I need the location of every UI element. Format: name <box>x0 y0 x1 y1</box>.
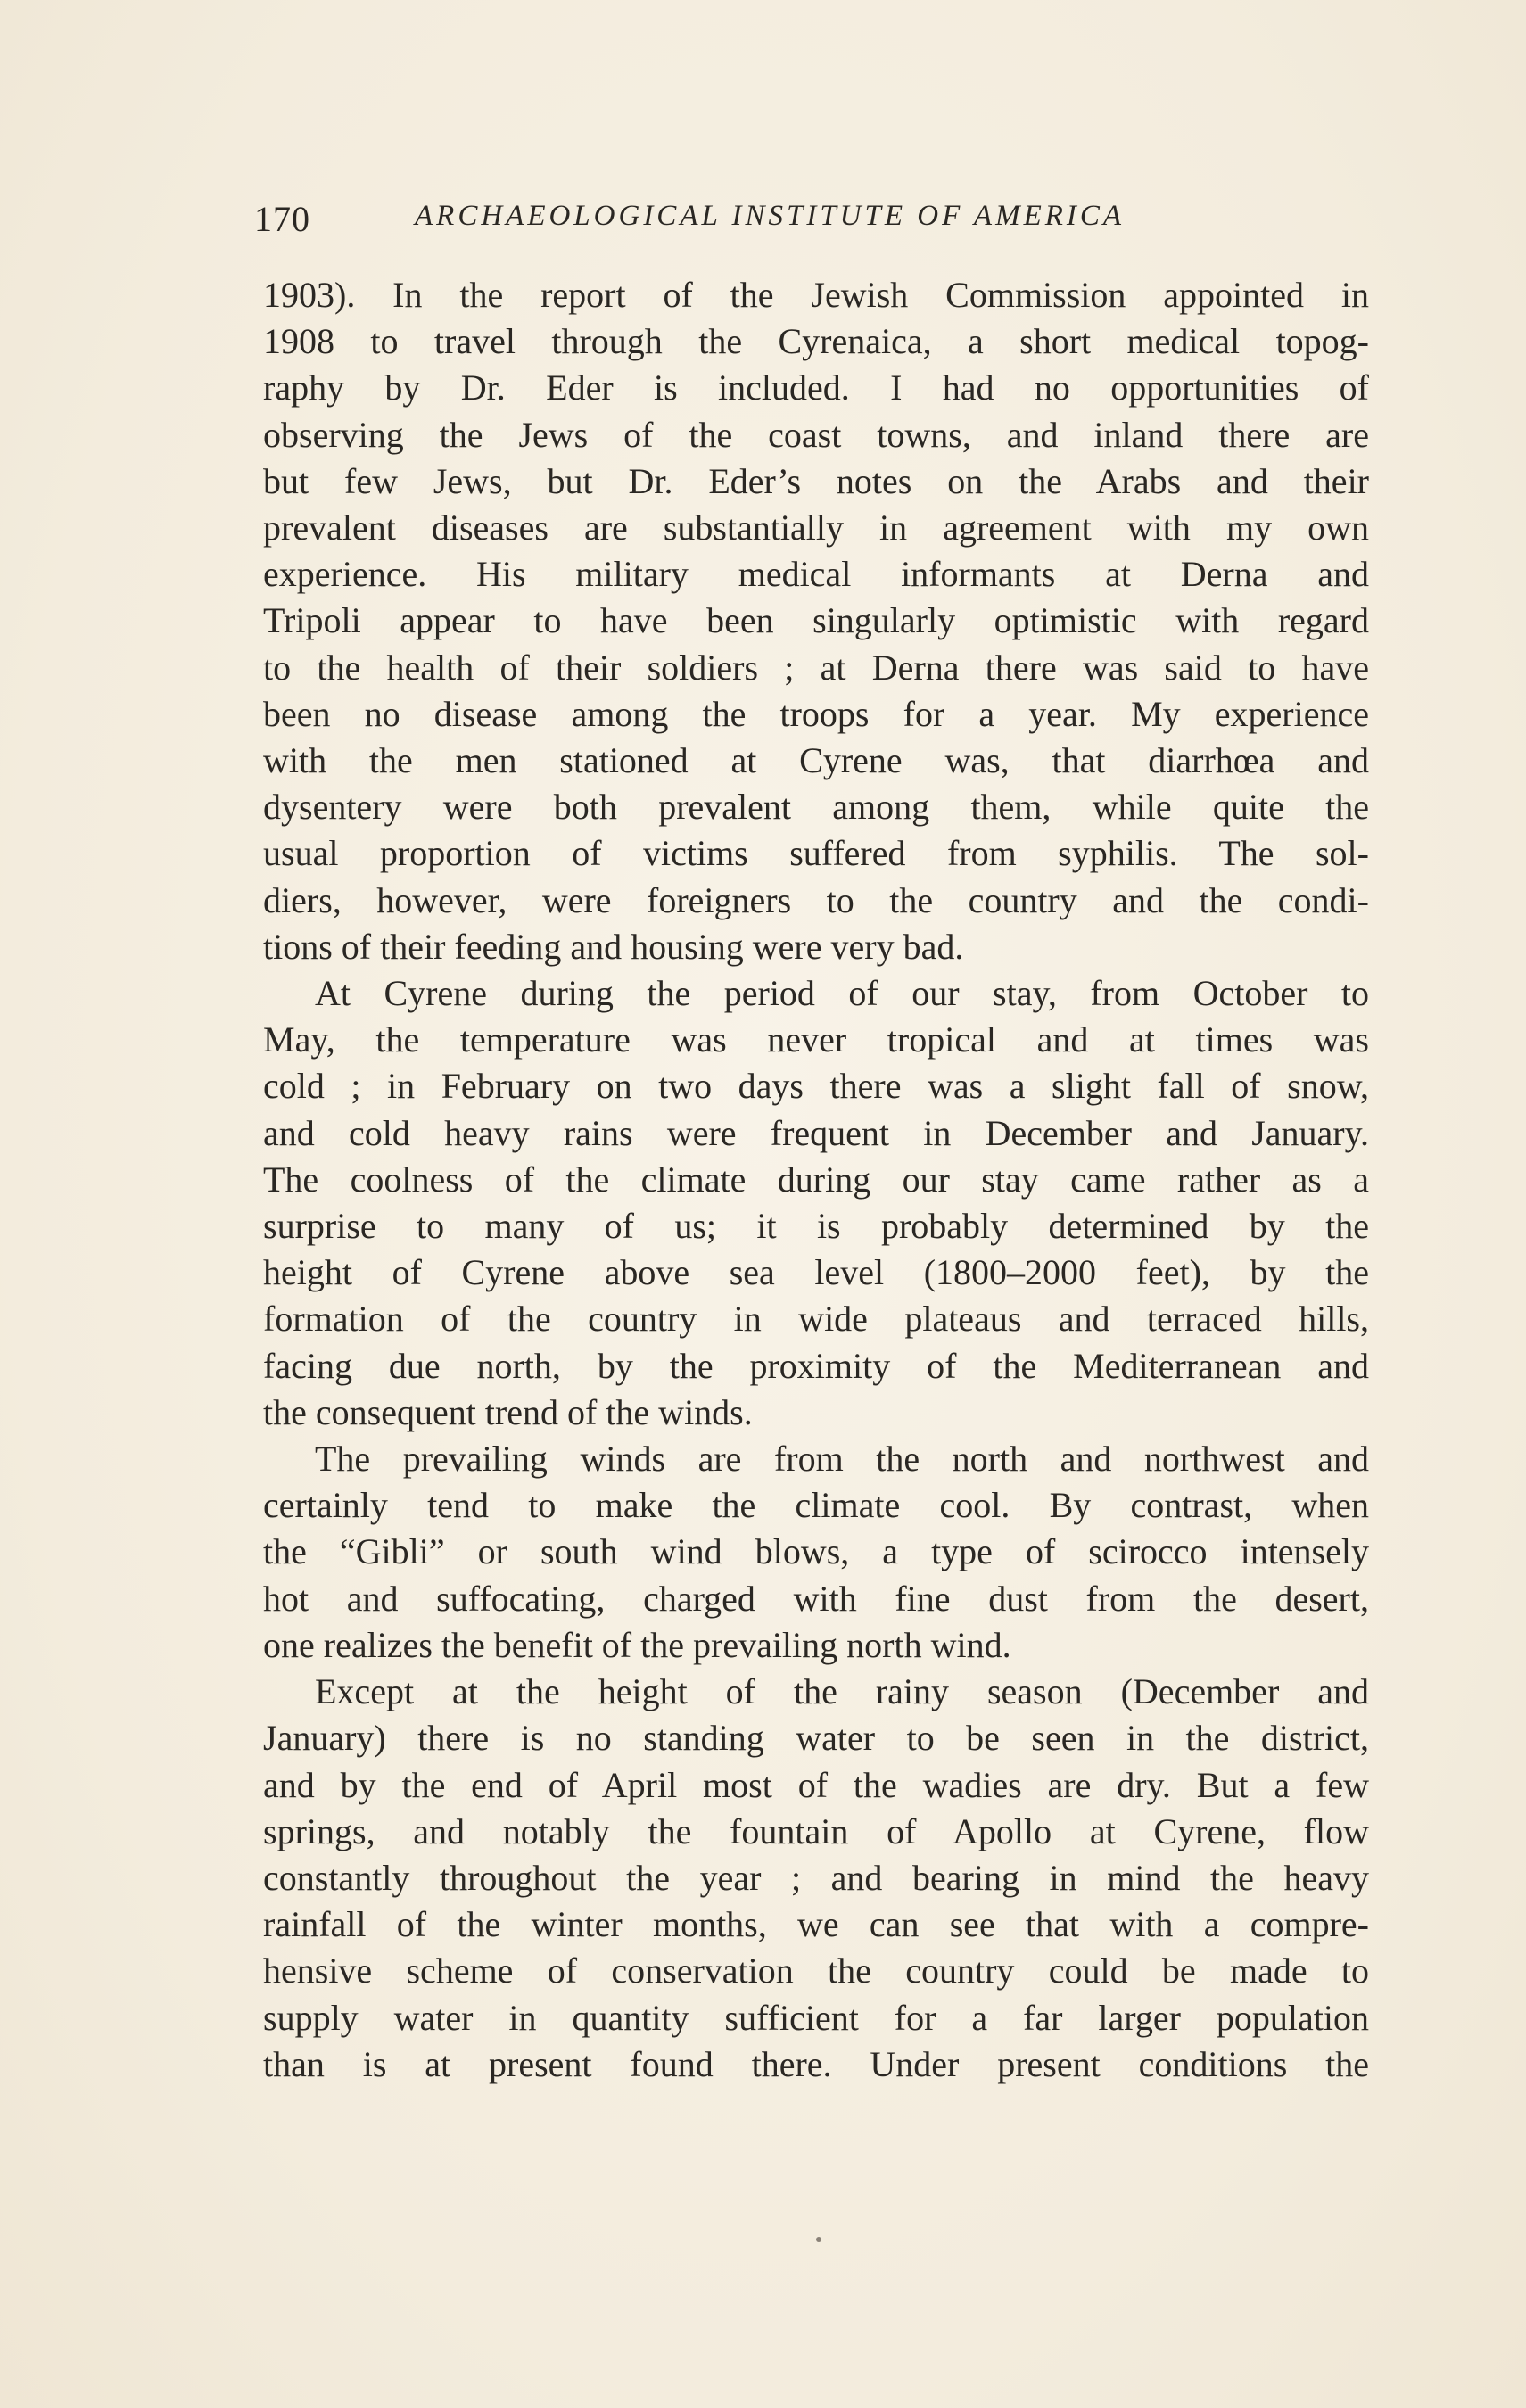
paragraph-1 <box>263 272 1369 970</box>
paragraph-4 <box>263 1669 1369 2088</box>
text-line: one realizes the benefit of the prevailing north wind. <box>263 1624 1011 1665</box>
text-line: and cold heavy rains were frequent in December and January. <box>263 1112 1369 1153</box>
text-line: hensive scheme of conservation the country could be made to <box>263 1950 1369 1992</box>
text-line: 1903). In the report of the Jewish Commission appointed in <box>263 275 1369 315</box>
text-line: springs, and notably the fountain of Apollo at Cyrene, flow <box>263 1810 1369 1851</box>
text-line: surprise to many of us; it is probably determined by the <box>263 1206 1369 1247</box>
text-line: but few Jews, but Dr. Eder’s notes on the Arabs and their <box>263 460 1369 501</box>
page-number: 170 <box>254 199 310 239</box>
text-line: May, the temperature was never tropical and at times was <box>263 1019 1369 1060</box>
text-line: supply water in quantity sufficient for a far larger population <box>263 1997 1369 2038</box>
text-line: with the men stationed at Cyrene was, that diarrhœa and <box>263 740 1369 781</box>
text-line: and by the end of April most of the wadies are dry. But a few <box>263 1764 1369 1805</box>
text-line: usual proportion of victims suffered from syphilis. The sol- <box>263 833 1369 874</box>
text-line: experience. His military medical informants at Derna and <box>263 554 1369 595</box>
text-line: diers, however, were foreigners to the country and the condi- <box>263 879 1369 920</box>
paragraph-2 <box>263 970 1369 1436</box>
text-line: formation of the country in wide plateaus and terraced hills, <box>263 1299 1369 1340</box>
text-line: height of Cyrene above sea level (1800–2000 feet), by the <box>263 1252 1369 1293</box>
text-line: observing the Jews of the coast towns, and inland there are <box>263 414 1369 455</box>
text-line: Except at the height of the rainy season (December and <box>315 1671 1369 1712</box>
text-line: The coolness of the climate during our stay came rather as a <box>263 1159 1369 1200</box>
text-line: hot and suffocating, charged with fine dust from the desert, <box>263 1578 1369 1619</box>
text-line: to the health of their soldiers ; at Derna there was said to have <box>263 647 1369 688</box>
text-line: constantly throughout the year ; and bearing in mind the heavy <box>263 1857 1369 1898</box>
paragraph-3 <box>263 1436 1369 1669</box>
text-line: been no disease among the troops for a year. My experience <box>263 693 1369 734</box>
running-head: ARCHAEOLOGICAL INSTITUTE OF AMERICA <box>415 200 1126 232</box>
text-line: than is at present found there. Under present conditions the <box>263 2043 1369 2084</box>
paper-speck <box>816 2237 821 2242</box>
text-line: dysentery were both prevalent among them, while quite the <box>263 787 1369 828</box>
text-line: facing due north, by the proximity of the Mediterranean and <box>263 1345 1369 1386</box>
text-line: the consequent trend of the winds. <box>263 1391 753 1432</box>
text-line: the “Gibli” or south wind blows, a type of scirocco intensely <box>263 1531 1369 1572</box>
text-line: January) there is no standing water to be seen in the district, <box>263 1718 1369 1759</box>
body-text <box>263 272 1369 2088</box>
page-header <box>254 198 1253 252</box>
text-line: 1908 to travel through the Cyrenaica, a short medical topog- <box>263 321 1369 362</box>
text-line: Tripoli appear to have been singularly optimistic with regard <box>263 600 1369 641</box>
text-line: tions of their feeding and housing were very bad. <box>263 926 964 967</box>
text-line: The prevailing winds are from the north and northwest and <box>315 1439 1369 1480</box>
text-line: rainfall of the winter months, we can see that with a compre- <box>263 1904 1369 1945</box>
text-line: prevalent diseases are substantially in agreement with my own <box>263 507 1369 548</box>
text-line: cold ; in February on two days there was a slight fall of snow, <box>263 1066 1369 1107</box>
text-line: raphy by Dr. Eder is included. I had no opportunities of <box>263 367 1369 408</box>
text-line: certainly tend to make the climate cool. By contrast, when <box>263 1485 1369 1526</box>
text-line: At Cyrene during the period of our stay, from October to <box>315 973 1369 1014</box>
